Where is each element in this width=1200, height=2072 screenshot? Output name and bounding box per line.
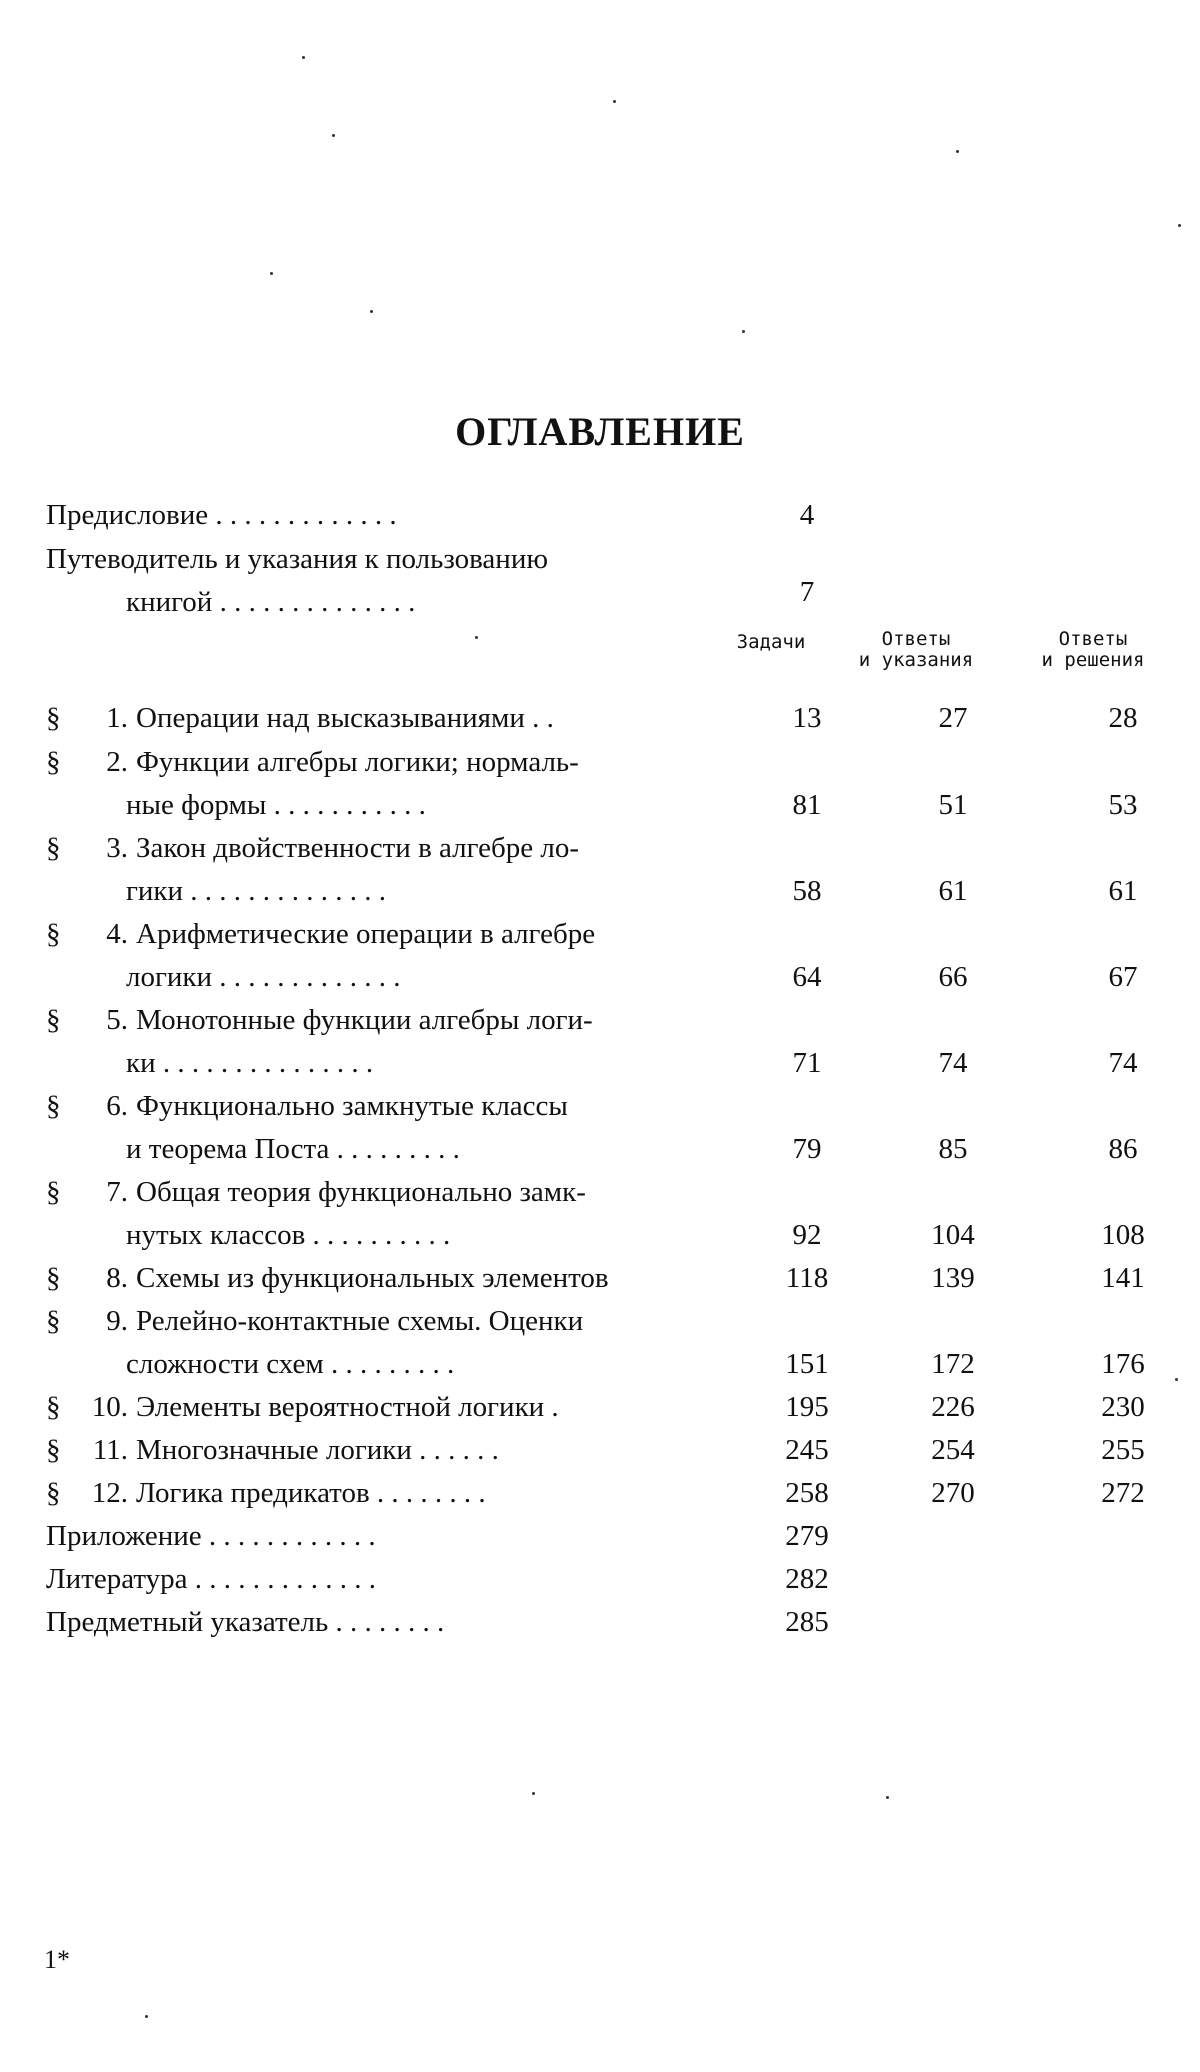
solutions-page: 67: [1108, 961, 1138, 993]
hints-page: 226: [931, 1391, 975, 1423]
hints-page: 51: [938, 789, 968, 821]
column-header-hints: Ответы и указания: [858, 628, 974, 671]
page-title: ОГЛАВЛЕНИЕ: [455, 409, 745, 454]
hints-page: 139: [931, 1262, 975, 1294]
tasks-page: 71: [792, 1047, 822, 1079]
hints-page: 270: [931, 1477, 975, 1509]
page-number: 285: [785, 1606, 829, 1638]
solutions-page: 255: [1101, 1434, 1145, 1466]
toc-entry-section-6[interactable]: § 6. Функционально замкнутые классы и теорема Поста . . . . . . . . . 79 85 86: [46, 1085, 1166, 1171]
solutions-page: 141: [1101, 1262, 1145, 1294]
toc-entry-section-12[interactable]: § 12. Логика предикатов . . . . . . . . 258 270 272: [46, 1472, 1166, 1516]
toc-entry-section-10[interactable]: § 10. Элементы вероятностной логики . 195 226 230: [46, 1386, 1166, 1430]
solutions-page: 28: [1108, 702, 1138, 734]
hints-page: 104: [931, 1219, 975, 1251]
hints-page: 254: [931, 1434, 975, 1466]
toc-entry-section-1[interactable]: § 1. Операции над высказываниями . . 13 27 28: [46, 697, 1166, 741]
hints-page: 85: [938, 1133, 968, 1165]
toc-entry-section-9[interactable]: § 9. Релейно-контактные схемы. Оценки сложности схем . . . . . . . . . 151 172 176: [46, 1300, 1166, 1386]
toc-entry-section-4[interactable]: § 4. Арифметические операции в алгебре логики . . . . . . . . . . . . . 64 66 67: [46, 913, 1166, 999]
toc-entry-section-2[interactable]: § 2. Функции алгебры логики; нормаль- ные формы . . . . . . . . . . . 81 51 53: [46, 741, 1166, 827]
toc-entry-preface[interactable]: Предисловие . . . . . . . . . . . . . 4: [46, 494, 1166, 538]
page-number: 279: [785, 1520, 829, 1552]
toc-entry-section-7[interactable]: § 7. Общая теория функционально замк- нутых классов . . . . . . . . . . 92 104 108: [46, 1171, 1166, 1257]
tasks-page: 151: [785, 1348, 829, 1380]
tasks-page: 79: [792, 1133, 822, 1165]
tasks-page: 118: [785, 1262, 829, 1294]
tasks-page: 245: [785, 1434, 829, 1466]
column-header-solutions: Ответы и решения: [1041, 628, 1145, 671]
hints-page: 74: [938, 1047, 968, 1079]
tasks-page: 258: [785, 1477, 829, 1509]
toc-entry-section-11[interactable]: § 11. Многозначные логики . . . . . . 245 254 255: [46, 1429, 1166, 1473]
toc-entry-subject-index[interactable]: Предметный указатель . . . . . . . . 285: [46, 1601, 1166, 1645]
tasks-page: 195: [785, 1391, 829, 1423]
toc-entry-guide[interactable]: Путеводитель и указания к пользованию книгой . . . . . . . . . . . . . . 7: [46, 538, 1166, 624]
tasks-page: 92: [792, 1219, 822, 1251]
tasks-page: 58: [792, 875, 822, 907]
toc-entry-section-8[interactable]: § 8. Схемы из функциональных элементов 118 139 141: [46, 1257, 1166, 1301]
toc-entry-section-3[interactable]: § 3. Закон двойственности в алгебре ло- гики . . . . . . . . . . . . . . 58 61 61: [46, 827, 1166, 913]
page-number: 4: [799, 499, 815, 531]
page-number: 282: [785, 1563, 829, 1595]
solutions-page: 230: [1101, 1391, 1145, 1423]
solutions-page: 176: [1101, 1348, 1145, 1380]
solutions-page: 61: [1108, 875, 1138, 907]
toc-entry-section-5[interactable]: § 5. Монотонные функции алгебры логи- ки . . . . . . . . . . . . . . . 71 74 74: [46, 999, 1166, 1085]
solutions-page: 74: [1108, 1047, 1138, 1079]
solutions-page: 53: [1108, 789, 1138, 821]
hints-page: 172: [931, 1348, 975, 1380]
hints-page: 61: [938, 875, 968, 907]
signature-mark: 1*: [44, 1945, 70, 1974]
toc-entry-literature[interactable]: Литература . . . . . . . . . . . . . 282: [46, 1558, 1166, 1602]
page-number: 7: [799, 576, 815, 608]
solutions-page: 272: [1101, 1477, 1145, 1509]
column-header-tasks: Задачи: [736, 631, 806, 653]
tasks-page: 64: [792, 961, 822, 993]
toc-entry-appendix[interactable]: Приложение . . . . . . . . . . . . 279: [46, 1515, 1166, 1559]
solutions-page: 86: [1108, 1133, 1138, 1165]
solutions-page: 108: [1101, 1219, 1145, 1251]
tasks-page: 81: [792, 789, 822, 821]
hints-page: 66: [938, 961, 968, 993]
tasks-page: 13: [792, 702, 822, 734]
hints-page: 27: [938, 702, 968, 734]
